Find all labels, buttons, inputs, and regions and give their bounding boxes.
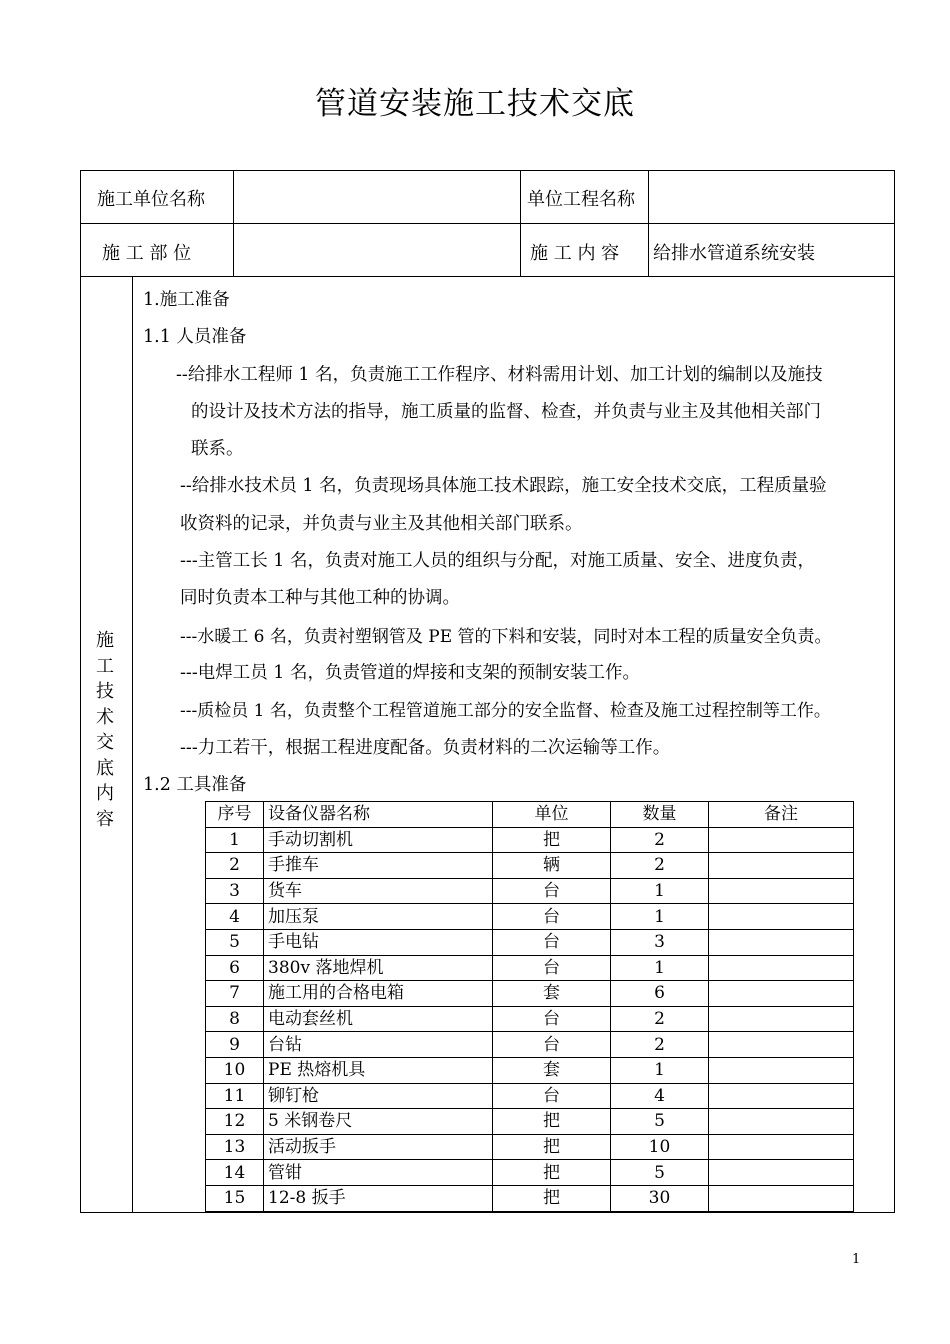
subsection-heading: 1.2 工具准备 <box>143 775 247 795</box>
cell-qty: 4 <box>611 1083 709 1109</box>
cell-qty: 3 <box>611 929 709 955</box>
cell-note <box>709 1160 854 1186</box>
cell-unit: 把 <box>493 1185 611 1211</box>
cell-note <box>709 1006 854 1032</box>
cell-note <box>709 1109 854 1135</box>
cell-unit: 台 <box>493 1006 611 1032</box>
table-row <box>206 981 854 1007</box>
header-divider-1 <box>80 223 895 224</box>
cell-name: 加压泵 <box>264 904 493 930</box>
cell-qty: 1 <box>611 1057 709 1083</box>
cell-qty: 1 <box>611 904 709 930</box>
column-header: 序号 <box>206 802 264 828</box>
cell-no: 7 <box>206 981 264 1007</box>
cell-no: 8 <box>206 1006 264 1032</box>
paragraph-line: ---主管工长 1 名，负责对施工人员的组织与分配，对施工质量、安全、进度负责， <box>180 551 815 571</box>
cell-note <box>709 1057 854 1083</box>
cell-qty: 2 <box>611 1032 709 1058</box>
subsection-heading: 1.1 人员准备 <box>143 327 247 347</box>
page-number: 1 <box>852 1252 861 1267</box>
cell-name: 手推车 <box>264 853 493 879</box>
table-row <box>206 1006 854 1032</box>
cell-no: 4 <box>206 904 264 930</box>
paragraph-line: 联系。 <box>191 439 244 459</box>
cell-name: 货车 <box>264 878 493 904</box>
table-row <box>206 1185 854 1211</box>
project-name-label: 单位工程名称 <box>527 189 635 210</box>
cell-name: 380v 落地焊机 <box>264 955 493 981</box>
body-side-divider <box>132 276 133 1213</box>
cell-unit: 把 <box>493 1160 611 1186</box>
content-value: 给排水管道系统安装 <box>653 243 815 264</box>
cell-qty: 1 <box>611 955 709 981</box>
cell-no: 1 <box>206 827 264 853</box>
column-header: 数量 <box>611 802 709 828</box>
header-divider-2 <box>80 276 895 277</box>
side-char: 工 <box>96 655 114 677</box>
cell-note <box>709 1083 854 1109</box>
table-header-row <box>206 802 854 828</box>
table-row <box>206 878 854 904</box>
cell-unit: 套 <box>493 1057 611 1083</box>
cell-note <box>709 1032 854 1058</box>
cell-qty: 2 <box>611 853 709 879</box>
side-char: 内 <box>96 783 114 804</box>
side-char: 技 <box>96 681 114 702</box>
side-char: 容 <box>96 808 114 830</box>
side-label <box>94 628 116 832</box>
cell-name: PE 热熔机具 <box>264 1057 493 1083</box>
cell-qty: 6 <box>611 981 709 1007</box>
paragraph-line: ---质检员 1 名，负责整个工程管道施工部分的安全监督、检查及施工过程控制等工作。 <box>180 701 831 721</box>
cell-no: 9 <box>206 1032 264 1058</box>
cell-qty: 5 <box>611 1160 709 1186</box>
cell-name: 5 米钢卷尺 <box>264 1109 493 1135</box>
cell-qty: 10 <box>611 1134 709 1160</box>
cell-no: 15 <box>206 1185 264 1211</box>
paragraph-line: 收资料的记录，并负责与业主及其他相关部门联系。 <box>180 514 583 534</box>
table-row <box>206 955 854 981</box>
column-header: 设备仪器名称 <box>264 802 493 828</box>
unit-name-label: 施工单位名称 <box>97 189 205 210</box>
cell-unit: 套 <box>493 981 611 1007</box>
cell-unit: 台 <box>493 1083 611 1109</box>
table-row <box>206 1057 854 1083</box>
document-title: 管道安装施工技术交底 <box>315 86 635 122</box>
cell-name: 施工用的合格电箱 <box>264 981 493 1007</box>
cell-note <box>709 904 854 930</box>
cell-note <box>709 853 854 879</box>
paragraph-line: --给排水工程师 1 名，负责施工工作程序、材料需用计划、加工计划的编制以及施技 <box>176 365 823 385</box>
cell-unit: 台 <box>493 929 611 955</box>
column-header: 备注 <box>709 802 854 828</box>
cell-unit: 把 <box>493 1134 611 1160</box>
table-row <box>206 929 854 955</box>
cell-unit: 台 <box>493 955 611 981</box>
column-header: 单位 <box>493 802 611 828</box>
cell-unit: 台 <box>493 904 611 930</box>
cell-note <box>709 1134 854 1160</box>
header-col-line-3 <box>648 170 649 276</box>
table-row <box>206 1160 854 1186</box>
cell-qty: 30 <box>611 1185 709 1211</box>
cell-note <box>709 929 854 955</box>
cell-unit: 台 <box>493 878 611 904</box>
cell-note <box>709 981 854 1007</box>
cell-no: 3 <box>206 878 264 904</box>
table-row <box>206 1083 854 1109</box>
table-row <box>206 1109 854 1135</box>
paragraph-line: --给排水技术员 1 名，负责现场具体施工技术跟踪，施工安全技术交底，工程质量验 <box>180 476 827 496</box>
cell-unit: 辆 <box>493 853 611 879</box>
side-char: 施 <box>96 630 114 651</box>
side-char: 底 <box>96 757 114 779</box>
side-char: 术 <box>96 706 114 728</box>
cell-unit: 把 <box>493 827 611 853</box>
cell-no: 11 <box>206 1083 264 1109</box>
paragraph-line: 的设计及技术方法的指导，施工质量的监督、检查，并负责与业主及其他相关部门 <box>191 402 821 422</box>
cell-name: 手动切割机 <box>264 827 493 853</box>
cell-qty: 2 <box>611 827 709 853</box>
cell-no: 10 <box>206 1057 264 1083</box>
cell-unit: 把 <box>493 1109 611 1135</box>
cell-name: 台钻 <box>264 1032 493 1058</box>
cell-no: 6 <box>206 955 264 981</box>
cell-no: 14 <box>206 1160 264 1186</box>
cell-note <box>709 1185 854 1211</box>
header-col-line-2 <box>520 170 521 276</box>
table-row <box>206 1032 854 1058</box>
table-row <box>206 1134 854 1160</box>
paragraph-line: ---力工若干，根据工程进度配备。负责材料的二次运输等工作。 <box>180 738 671 758</box>
section-heading: 1.施工准备 <box>143 290 230 310</box>
cell-name: 铆钉枪 <box>264 1083 493 1109</box>
cell-qty: 2 <box>611 1006 709 1032</box>
table-row <box>206 853 854 879</box>
table-row <box>206 827 854 853</box>
side-char: 交 <box>96 732 114 753</box>
cell-qty: 1 <box>611 878 709 904</box>
cell-no: 12 <box>206 1109 264 1135</box>
tools-table <box>205 801 854 1212</box>
location-label: 施 工 部 位 <box>102 243 192 264</box>
cell-no: 13 <box>206 1134 264 1160</box>
cell-name: 活动扳手 <box>264 1134 493 1160</box>
paragraph-line: ---水暖工 6 名，负责衬塑钢管及 PE 管的下料和安装，同时对本工程的质量安全负责。 <box>180 627 832 647</box>
table-row <box>206 904 854 930</box>
cell-unit: 台 <box>493 1032 611 1058</box>
cell-note <box>709 878 854 904</box>
cell-qty: 5 <box>611 1109 709 1135</box>
cell-no: 5 <box>206 929 264 955</box>
cell-name: 管钳 <box>264 1160 493 1186</box>
cell-name: 电动套丝机 <box>264 1006 493 1032</box>
cell-name: 手电钻 <box>264 929 493 955</box>
cell-note <box>709 827 854 853</box>
paragraph-line: 同时负责本工种与其他工种的协调。 <box>180 588 460 608</box>
cell-no: 2 <box>206 853 264 879</box>
content-label: 施 工 内 容 <box>530 243 620 264</box>
cell-name: 12-8 扳手 <box>264 1185 493 1211</box>
header-col-line-1 <box>233 170 234 276</box>
cell-note <box>709 955 854 981</box>
paragraph-line: ---电焊工员 1 名，负责管道的焊接和支架的预制安装工作。 <box>180 663 640 683</box>
